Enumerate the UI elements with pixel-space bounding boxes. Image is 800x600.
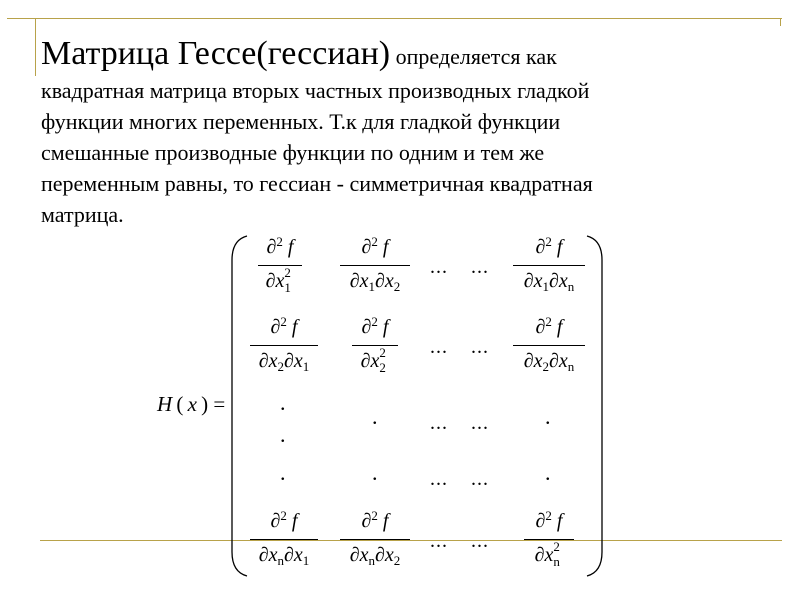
hessian-lhs: H ( x ) = [157,392,226,416]
ellipsis: ... [430,336,448,358]
ellipsis: ... [471,530,489,552]
ellipsis: ... [430,256,448,278]
body-line: смешанные производные функции по одним и тем же [41,140,545,165]
left-bracket [232,236,247,576]
vdot: . [280,422,286,447]
vdot: . [545,404,551,429]
ellipsis: ... [430,412,448,434]
ellipsis: ... [471,336,489,358]
matrix-cell-2-2: ∂$^2$ f ∂x 2 2 [352,316,398,373]
matrix-cell-1-2: ∂$^2$ f $\partial x_1\partial x_2$ [340,236,410,293]
body-line: квадратная матрица вторых частных производных гладкой [41,78,590,103]
matrix-cell-n-n: ∂$^2$ f ∂x 2 n [524,510,574,567]
vdot: . [280,460,286,485]
vdot: . [372,404,378,429]
body-line: матрица. [41,202,124,227]
right-bracket [587,236,602,576]
matrix-cell-n-2: ∂$^2$ f $\partial x_n\partial x_2$ [340,510,410,567]
matrix-cell-2-1: ∂$^2$ f $\partial x_2\partial x_1$ [250,316,318,373]
body-line: переменным равны, то гессиан - симметричная квадратная [41,171,593,196]
vdot: . [545,460,551,485]
vdot: . [280,390,286,415]
matrix-cell-n-1: ∂$^2$ f $\partial x_n\partial x_1$ [250,510,318,567]
ellipsis: ... [430,468,448,490]
slide-title: Матрица Гессе(гессиан) [41,35,391,72]
title-continuation: определяется как [390,44,557,69]
matrix-cell-1-1: ∂$^2$ f ∂x 2 1 [258,236,302,293]
body-line: функции многих переменных. Т.к для гладкой функции [41,109,561,134]
vdot: . [372,460,378,485]
ellipsis: ... [430,530,448,552]
matrix-cell-1-n: ∂$^2$ f $\partial x_1\partial x_n$ [513,236,585,293]
matrix-cell-2-n: ∂$^2$ f $\partial x_2\partial x_n$ [513,316,585,373]
ellipsis: ... [471,412,489,434]
ellipsis: ... [471,468,489,490]
ellipsis: ... [471,256,489,278]
